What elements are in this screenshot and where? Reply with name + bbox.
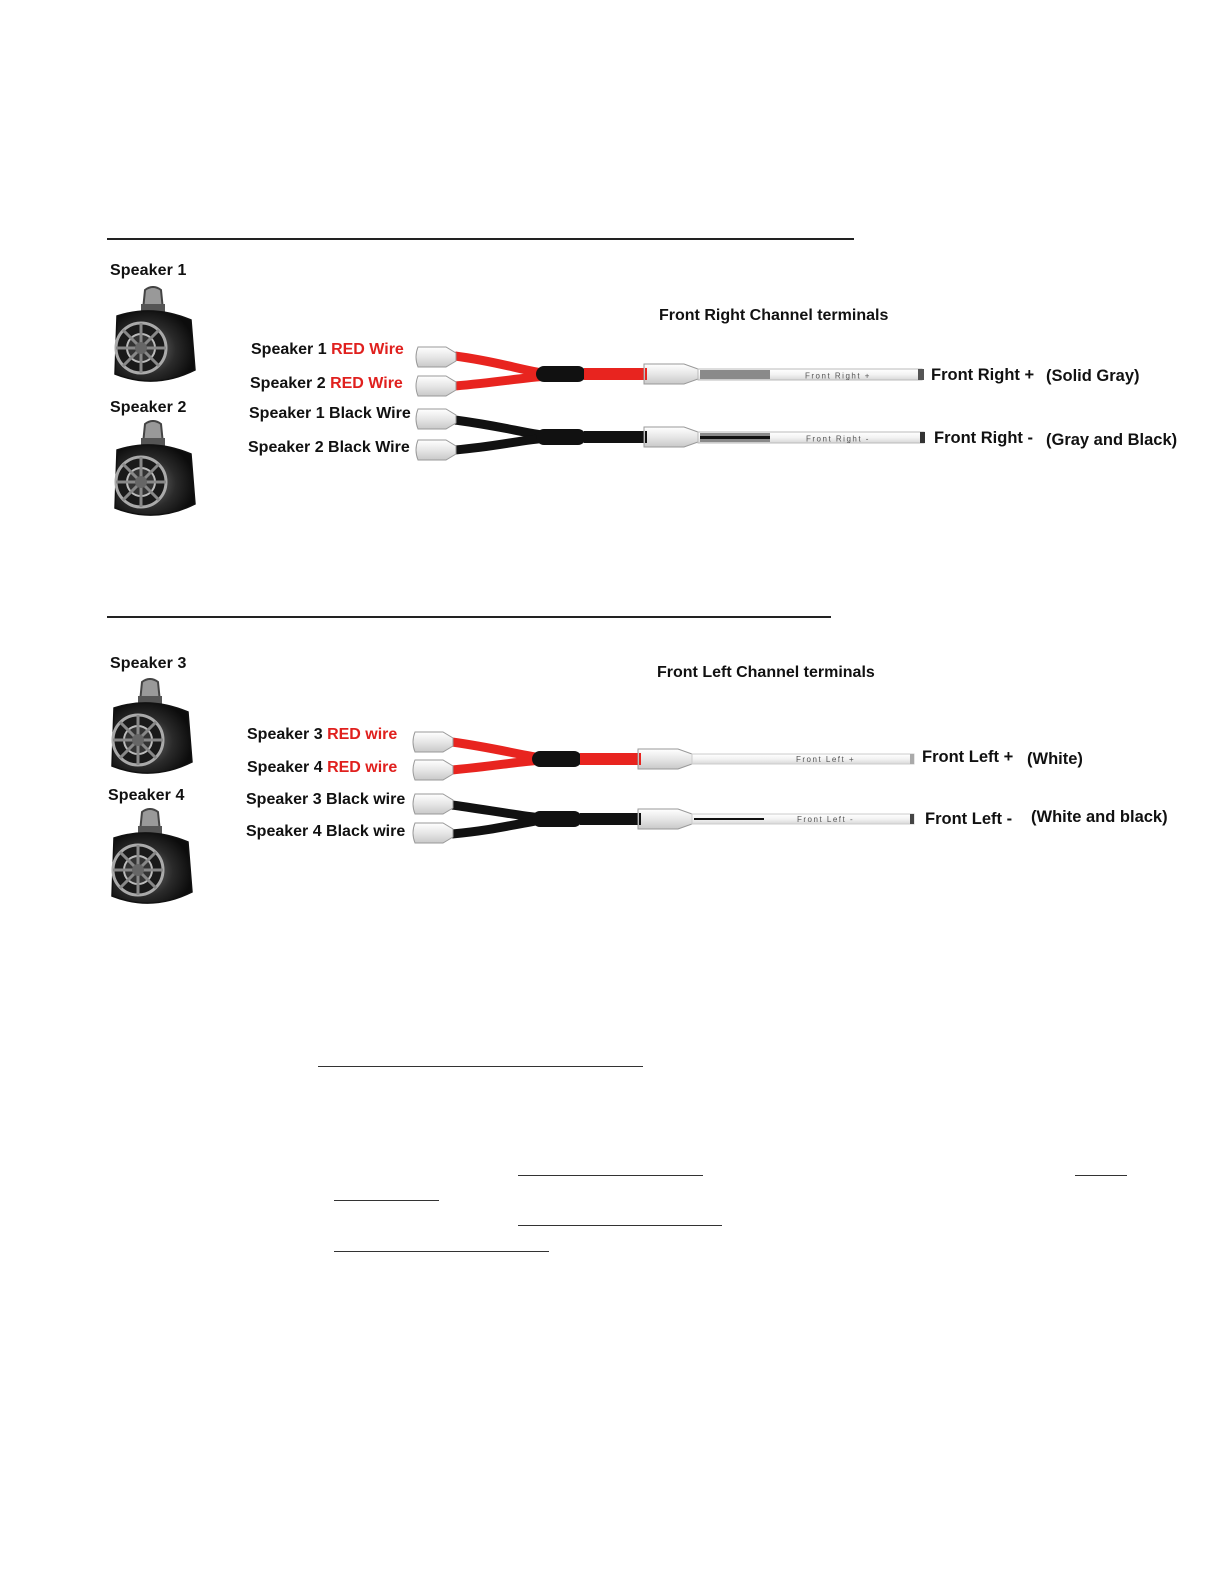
blank-underline [1075, 1175, 1127, 1176]
wire-label-s4-black: Speaker 4 Black wire [246, 823, 406, 840]
harness-front-left-positive [413, 732, 914, 780]
wire-label-color: RED wire [327, 759, 398, 776]
cable-print-front-right-negative: Front Right - [806, 434, 870, 444]
terminal-front-left-negative-color: (White and black) [1031, 808, 1168, 826]
terminal-front-right-positive: Front Right + [931, 366, 1035, 384]
cable-print-front-left-positive: Front Left + [796, 755, 856, 764]
terminal-front-right-positive-color: (Solid Gray) [1046, 367, 1140, 385]
wire-label-speaker: Speaker 2 [250, 375, 331, 392]
speaker-1-label: Speaker 1 [110, 262, 187, 279]
terminal-front-right-negative: Front Right - [934, 429, 1033, 447]
terminal-front-left-positive-color: (White) [1027, 750, 1083, 768]
wire-label-s3-black: Speaker 3 Black wire [246, 791, 406, 808]
terminal-front-right-negative-color: (Gray and Black) [1046, 431, 1178, 449]
wire-label-speaker: Speaker 3 [247, 726, 328, 743]
wire-label-color: RED wire [327, 726, 398, 743]
blank-underline [518, 1225, 722, 1226]
speaker-4-label: Speaker 4 [108, 787, 185, 804]
speaker-3-label: Speaker 3 [110, 655, 187, 672]
terminal-front-left-positive: Front Left + [922, 748, 1014, 766]
terminal-front-left-negative: Front Left - [925, 810, 1013, 828]
wire-label-speaker: Speaker 4 [247, 759, 328, 776]
wire-label-color: RED Wire [331, 341, 404, 358]
harness-front-right-negative [416, 409, 925, 460]
wire-label-color: RED Wire [330, 375, 403, 392]
speaker-2-label: Speaker 2 [110, 399, 187, 416]
wire-label-s2-black: Speaker 2 Black Wire [248, 439, 410, 456]
wire-label-s1-black: Speaker 1 Black Wire [249, 405, 411, 422]
blank-underline [318, 1066, 643, 1067]
wire-label-speaker: Speaker 1 [251, 341, 332, 358]
front-right-channel-title: Front Right Channel terminals [659, 307, 889, 324]
harness-front-left-negative [413, 794, 914, 843]
blank-underline [334, 1251, 549, 1252]
blank-underline [518, 1175, 703, 1176]
harness-front-right-positive [416, 347, 924, 396]
front-left-channel-title: Front Left Channel terminals [657, 664, 875, 681]
cable-print-front-right-positive: Front Right + [805, 371, 871, 381]
blank-underline [334, 1200, 439, 1201]
cable-print-front-left-negative: Front Left - [797, 815, 855, 824]
